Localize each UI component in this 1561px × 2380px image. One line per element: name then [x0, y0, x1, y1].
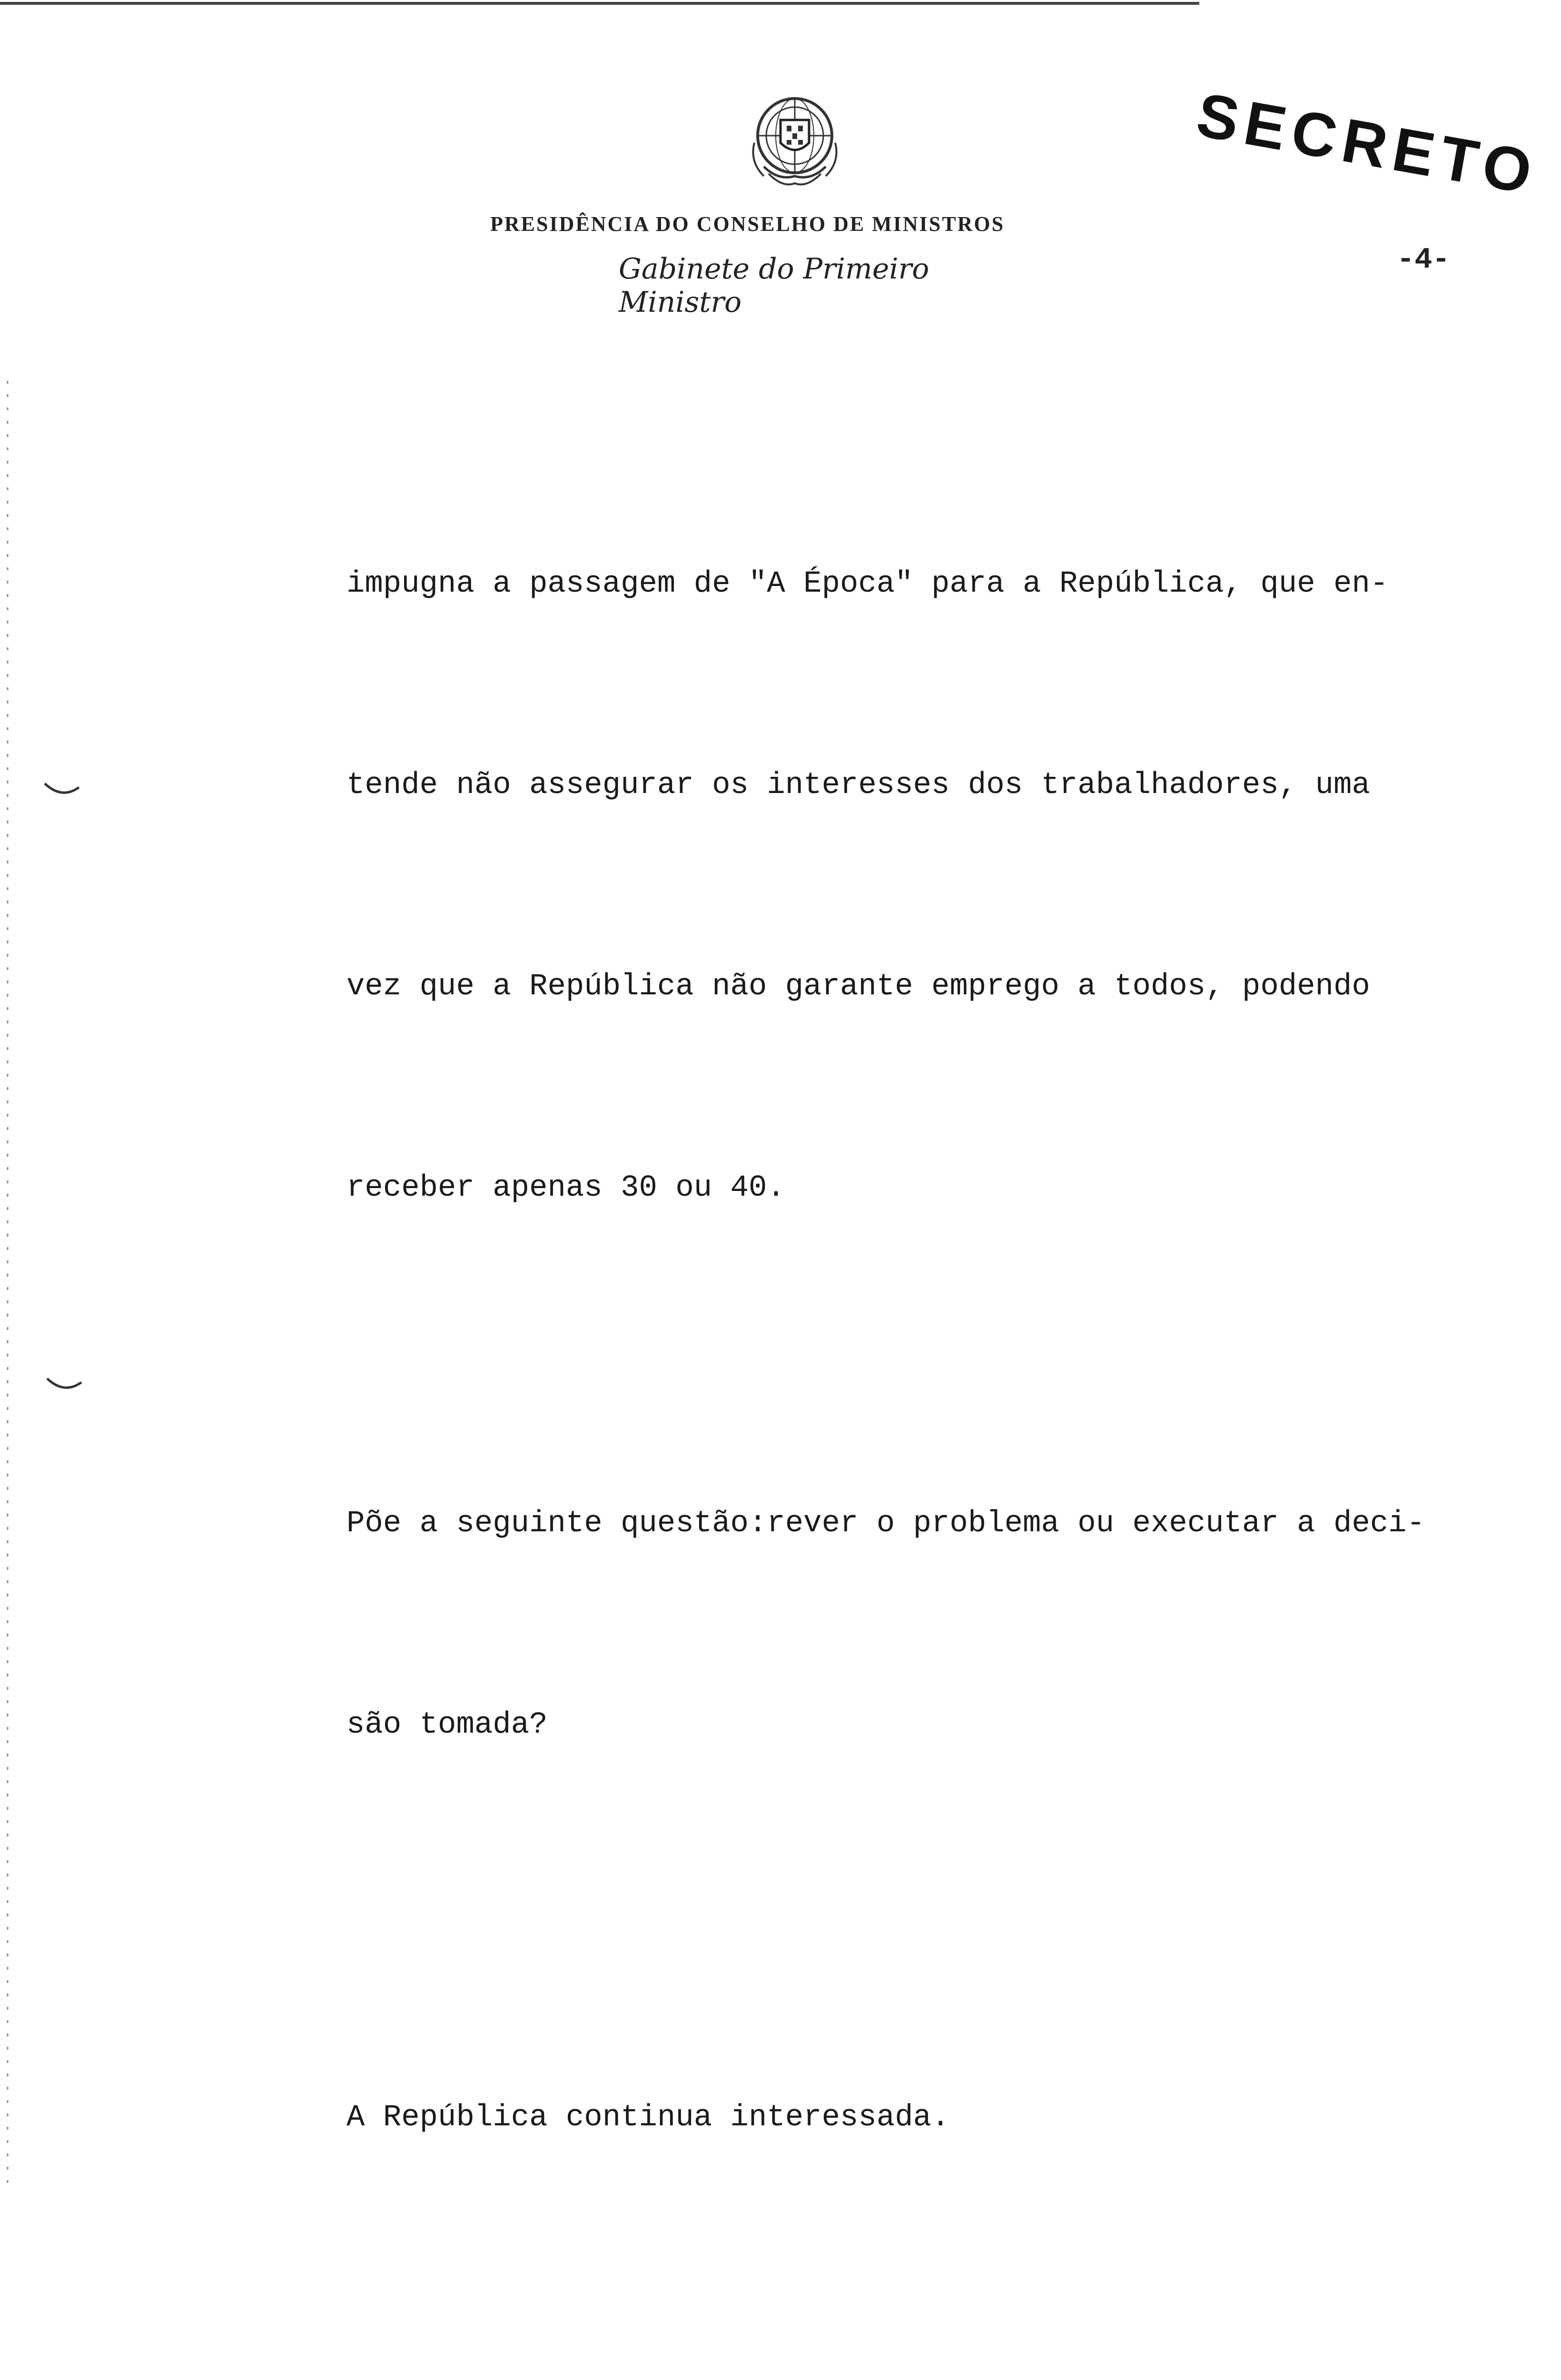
text-line: são tomada?	[346, 1708, 548, 1742]
paragraph-4	[346, 2310, 1489, 2380]
binding-edge-marks	[6, 381, 10, 2190]
text-line: receber apenas 30 ou 40.	[346, 1171, 785, 1205]
punch-hole-mark	[45, 1376, 83, 1395]
cabinet-name: Gabinete do Primeiro Ministro	[619, 252, 929, 319]
portuguese-coat-of-arms-icon	[735, 86, 854, 205]
text-line: impugna a passagem de "A Época" para a República, que en-	[346, 567, 1389, 601]
page-number: -4-	[1397, 243, 1450, 277]
document-body	[346, 416, 1489, 2380]
paragraph-2	[346, 1356, 1489, 1893]
top-rule	[0, 2, 1199, 5]
paragraph-3	[346, 1950, 1489, 2286]
text-line: tende não assegurar os interesses dos trabalhadores, uma	[346, 768, 1370, 803]
paragraph-1	[346, 416, 1489, 1356]
punch-hole-mark	[43, 781, 81, 800]
text-line: A República continua interessada.	[346, 2101, 950, 2135]
institution-name: PRESIDÊNCIA DO CONSELHO DE MINISTROS	[490, 212, 1005, 236]
secret-stamp: SECRETO	[1192, 79, 1543, 208]
text-line: vez que a República não garante emprego a todos, podendo	[346, 970, 1370, 1004]
text-line: Põe a seguinte questão:rever o problema ou executar a deci-	[346, 1507, 1425, 1541]
